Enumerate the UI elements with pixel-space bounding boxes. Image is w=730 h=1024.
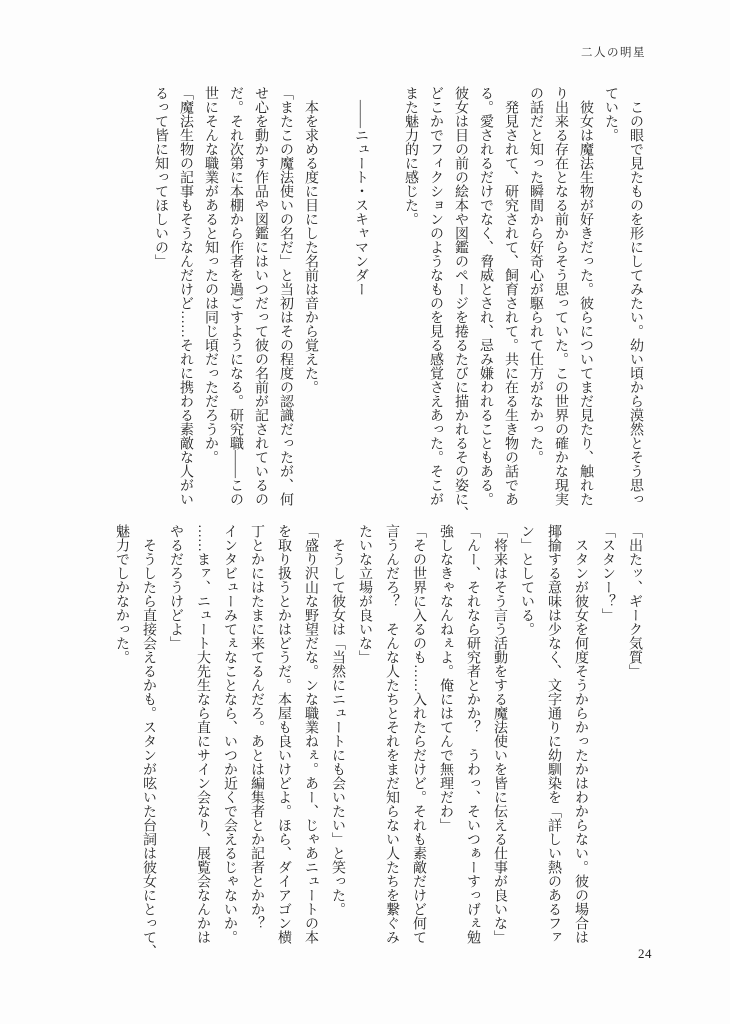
text-line: 「その世界に入るのも……入れたらだけど。それも素敵だけど何て	[411, 524, 426, 944]
page-number: 24	[638, 946, 652, 961]
text-line: 彼女は魔法生物が好きだった。彼らについてまだ見たり、触れた	[578, 86, 593, 506]
text-line: 「んー、それなら研究者とかか？ うわっ、そいつぁーすっげぇ勉	[465, 524, 480, 944]
text-line: ――ニュート・スキャマンダー	[353, 86, 368, 296]
text-line: やるだろうけどよ」	[168, 524, 183, 650]
text-line: 丁とかにはたまに来てるんだろ。あとは編集者とか記者とかか？	[249, 524, 264, 930]
running-header: 二人の明星	[581, 47, 646, 59]
text-line: り出来る存在となる前からそう思っていた。この世界の確かな現実	[553, 86, 568, 506]
text-line: 言うんだろ？ そんな人たちとそれをまだ知らない人たちを繋ぐみ	[384, 524, 399, 944]
text-line: スタンが彼女を何度そうからかったかはわからない。彼の場合は	[573, 524, 588, 944]
text-line: 彼女は目の前の絵本や図鑑のページを捲るたびに描かれるその姿に、	[453, 86, 468, 520]
text-line: 強しなきゃなんねぇよ。俺にはてんで無理だわ」	[438, 524, 453, 832]
text-line: せ心を動かす作品や図鑑にはいつだって彼の名前が記されているの	[253, 86, 268, 506]
text-line: そうしたら直接会えるかも。スタンが呟いた台詞は彼女にとって、	[141, 524, 156, 958]
text-line: 魅力でしかなかった。	[114, 524, 129, 664]
text-line: の話だと知った瞬間から好奇心が駆られて仕方がなかった。	[528, 86, 543, 464]
text-line: 揶揄する意味は少なく、文字通りに幼馴染を「詳しい熱のあるファ	[546, 524, 561, 944]
text-line: 世にそんな職業があると知ったのは同じ頃だっただろうか。	[203, 86, 218, 464]
text-line: ン」としている。	[519, 524, 534, 636]
text-line: この眼で見たものを形にしてみたい。幼い頃から漠然とそう思っ	[628, 86, 643, 506]
text-line: 「盛り沢山な野望だな。ンな職業ねぇ。あー、じゃあニュートの本	[303, 524, 318, 944]
text-line: どこかでフィクションのようなものを見る感覚さえあった。そこが	[428, 86, 443, 506]
text-line: たいな立場が良いな」	[357, 524, 372, 664]
text-line: 本を求める度に目にした名前は音から覚えた。	[303, 86, 318, 394]
text-line: ……まァ、ニュート大先生なら直にサイン会なり、展覧会なんかは	[195, 524, 210, 944]
text-line: を取り扱うとかはどうだ。本屋も良いけどよ。ほら、ダイアゴン横	[276, 524, 291, 944]
text-block-upper	[148, 86, 648, 522]
text-line: ていた。	[603, 86, 618, 142]
text-line: 「スタンー？」	[600, 524, 615, 622]
text-line: インタビューみてぇなことなら、いつか近くで会えるじゃないか。	[222, 524, 237, 944]
text-line: だ。それ次第に本棚から作者を過ごすようになる。研究職――この	[228, 86, 243, 506]
text-line: 「将来はそう言う活動をする魔法使いを皆に伝える仕事が良いな」	[492, 524, 507, 944]
text-line: 「魔法生物の記事もそうなんだけど……それに携わる素敵な人がい	[178, 86, 193, 506]
text-line: るって皆に知ってほしいの」	[153, 86, 168, 268]
text-line	[373, 86, 398, 522]
text-line: また魅力的に感じた。	[403, 86, 418, 226]
text-line: る。愛されるだけでなく、脅威とされ、忌み嫌われることもある。	[478, 86, 493, 506]
text-line: 発見されて、研究されて、飼育されて。共に在る生き物の話であ	[503, 86, 518, 506]
text-line	[323, 86, 348, 522]
text-line: 「出たッ、ギーク気質」	[627, 524, 642, 678]
text-line: 「またこの魔法使いの名だ」と当初はその程度の認識だったが、何	[278, 86, 293, 506]
text-line: そうして彼女は「当然にニュートにも会いたい」と笑った。	[330, 524, 345, 916]
